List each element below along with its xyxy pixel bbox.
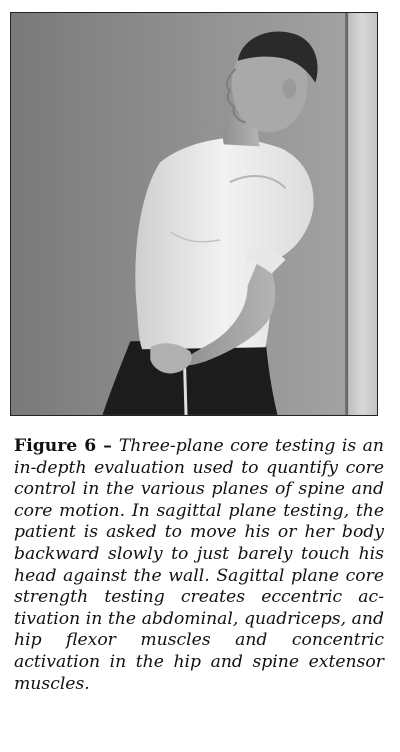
caption-separator: – — [96, 436, 119, 456]
caption-text: Three-plane core testing is an in-depth evaluation used to quantify core control in the various planes of spine and core motion. In sagittal plane testing, the patient is asked to move his or her body backward slowly to just barely touch his head against the wall. Sagittal plane core strength testing creates eccentric activation in the abdominal, quadriceps, and hip flexor muscles and concentric activation in the hip and spine extensor muscles. — [14, 436, 384, 694]
figure-label: Figure 6 — [14, 436, 97, 456]
photo-illustration — [11, 13, 377, 415]
figure-photo — [10, 12, 378, 416]
pants — [103, 339, 278, 415]
door-frame — [347, 13, 377, 415]
figure-caption — [14, 436, 384, 695]
